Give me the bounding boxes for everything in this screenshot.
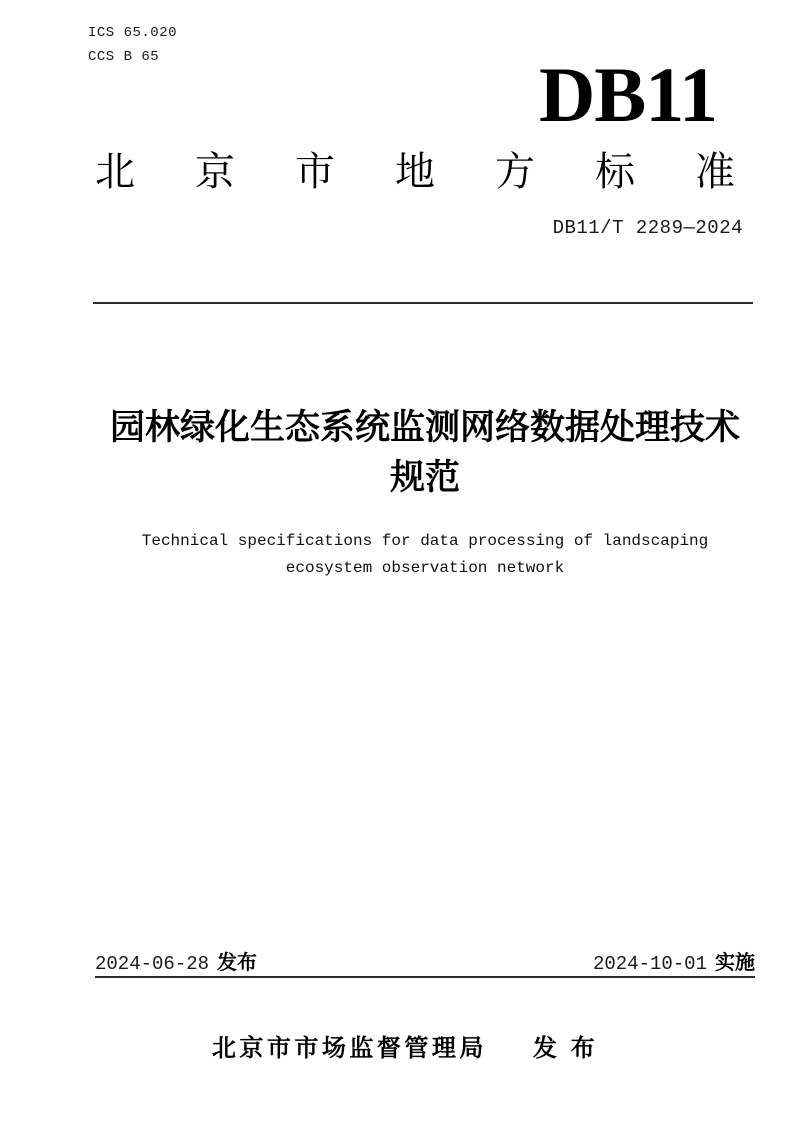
issue-label: 发布 <box>217 952 258 974</box>
standard-number: DB11/T 2289—2024 <box>552 217 743 239</box>
type-char: 标 <box>595 150 635 194</box>
implement-date-group <box>593 946 755 975</box>
title-zh-line1: 园林绿化生态系统监测网络数据处理技术 <box>109 408 740 447</box>
title-zh-line2: 规范 <box>389 458 460 497</box>
publisher-row <box>95 1028 715 1063</box>
implement-date: 2024-10-01 <box>592 953 707 975</box>
implement-label: 实施 <box>715 952 755 974</box>
type-char: 北 <box>95 150 135 194</box>
db11-logo: DB11 <box>538 51 717 138</box>
type-char: 方 <box>495 150 535 194</box>
type-char: 准 <box>695 150 735 194</box>
document-title-zh <box>95 403 755 503</box>
publisher-name: 北京市市场监督管理局 <box>211 1035 487 1062</box>
document-title-en <box>95 528 755 582</box>
type-char: 京 <box>195 150 235 194</box>
type-char: 市 <box>295 150 335 194</box>
title-en-line1: Technical specifications for data processing of landscaping <box>141 532 709 550</box>
ccs-code: CCS B 65 <box>88 49 160 65</box>
issue-date-group <box>95 946 257 975</box>
title-en-line2: ecosystem observation network <box>285 559 565 577</box>
header-divider <box>93 302 753 304</box>
standard-type-title <box>95 152 735 192</box>
date-row <box>95 948 755 978</box>
ics-code: ICS 65.020 <box>88 25 178 41</box>
issue-date: 2024-06-28 <box>95 953 210 975</box>
type-char: 地 <box>395 150 435 194</box>
publisher-action: 发 布 <box>532 1035 599 1062</box>
